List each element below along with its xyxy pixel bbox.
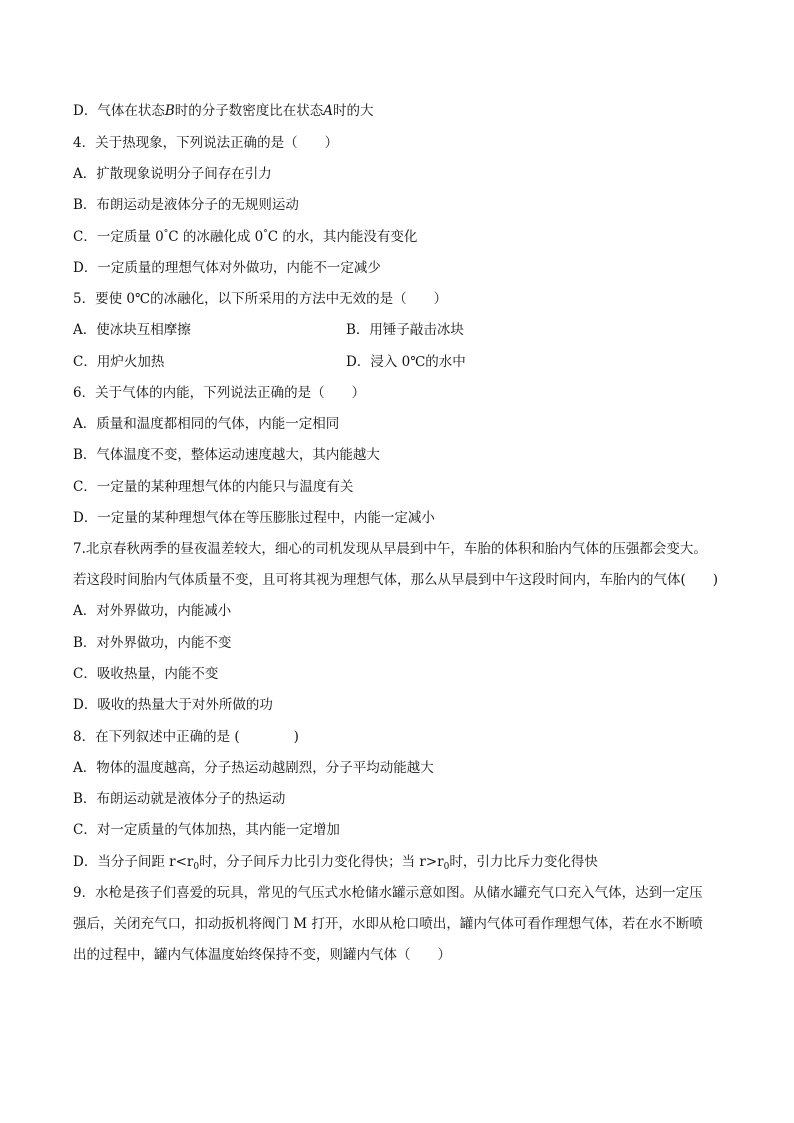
subscript: 0 — [193, 862, 200, 872]
q7-stem-line1: 7.北京春秋两季的昼夜温差较大，细心的司机发现从早晨到中午，车胎的体积和胎内气体的压强都会变大。 — [73, 541, 707, 557]
q7-option-a: A．对外界做功，内能减小 — [73, 603, 232, 619]
q8-option-b: B．布朗运动就是液体分子的热运动 — [73, 791, 286, 807]
text: 时的分子数密度比在状态 — [174, 103, 324, 119]
q5-option-c: C．用炉火加热 — [73, 354, 165, 370]
q5-option-a: A．使冰块互相摩擦 — [73, 322, 191, 338]
text: C 的水，其内能没有变化 — [267, 229, 418, 245]
q7-stem-line2: 若这段时间胎内气体质量不变，且可将其视为理想气体，那么从早晨到中午这段时间内，车胎内的气体( ) — [73, 572, 719, 588]
q8-option-a: A．物体的温度越高，分子热运动越剧烈，分子平均动能越大 — [73, 760, 434, 776]
q5-option-d: D．浸入 0℃的水中 — [346, 354, 466, 370]
q3-option-d — [73, 101, 374, 121]
text: 时，引力比斥力变化得快 — [449, 854, 598, 870]
q5-stem: 5．要使 0℃的冰融化，以下所采用的方法中无效的是（ ） — [73, 291, 448, 307]
subscript: 0 — [443, 862, 450, 872]
q9-stem-line2: 强后，关闭充气口，扣动扳机将阀门 M 打开，水即从枪口喷出，罐内气体可看作理想气体，若在水不断喷 — [73, 916, 703, 932]
italic-a: A — [323, 103, 333, 119]
q8-option-c: C．对一定质量的气体加热，其内能一定增加 — [73, 822, 340, 838]
q4-stem: 4．关于热现象，下列说法正确的是（ ） — [73, 135, 339, 151]
q8-option-d — [73, 852, 598, 872]
q6-stem: 6．关于气体的内能，下列说法正确的是（ ） — [73, 385, 366, 401]
q7-option-b: B．对外界做功，内能不变 — [73, 635, 232, 651]
q6-option-c: C．一定量的某种理想气体的内能只与温度有关 — [73, 479, 354, 495]
q4-option-d: D．一定质量的理想气体对外做功，内能不一定减少 — [73, 260, 381, 276]
q9-stem-line1: 9．水枪是孩子们喜爱的玩具，常见的气压式水枪储水罐示意如图。从储水罐充气口充入气体，达到一定压 — [73, 885, 703, 901]
q6-option-b: B．气体温度不变，整体运动速度越大，其内能越大 — [73, 447, 380, 463]
q7-option-d: D．吸收的热量大于对外所做的功 — [73, 697, 273, 713]
q9-stem-line3: 出的过程中，罐内气体温度始终保持不变，则罐内气体（ ） — [73, 947, 451, 963]
q5-option-b: B．用锤子敲击冰块 — [346, 322, 464, 338]
q6-option-d: D．一定量的某种理想气体在等压膨胀过程中，内能一定减小 — [73, 510, 435, 526]
text: 时的大 — [333, 103, 374, 119]
q6-option-a: A．质量和温度都相同的气体，内能一定相同 — [73, 416, 340, 432]
text: D．当分子间距 r<r — [73, 854, 194, 870]
text: D．气体在状态 — [73, 103, 165, 119]
text: C．一定质量 0 — [73, 229, 164, 245]
q4-option-a: A．扩散现象说明分子间存在引力 — [73, 166, 272, 182]
italic-b: B — [164, 103, 175, 119]
text: C 的冰融化成 0 — [168, 229, 264, 245]
degree-mark: ° — [163, 229, 169, 239]
q4-option-c — [73, 227, 417, 247]
q4-option-b: B．布朗运动是液体分子的无规则运动 — [73, 197, 299, 213]
q7-option-c: C．吸收热量，内能不变 — [73, 666, 219, 682]
text: 时，分子间斥力比引力变化得快；当 r>r — [199, 854, 444, 870]
degree-mark: ° — [263, 229, 268, 239]
q8-stem: 8．在下列叙述中正确的是 ( ) — [73, 729, 299, 745]
